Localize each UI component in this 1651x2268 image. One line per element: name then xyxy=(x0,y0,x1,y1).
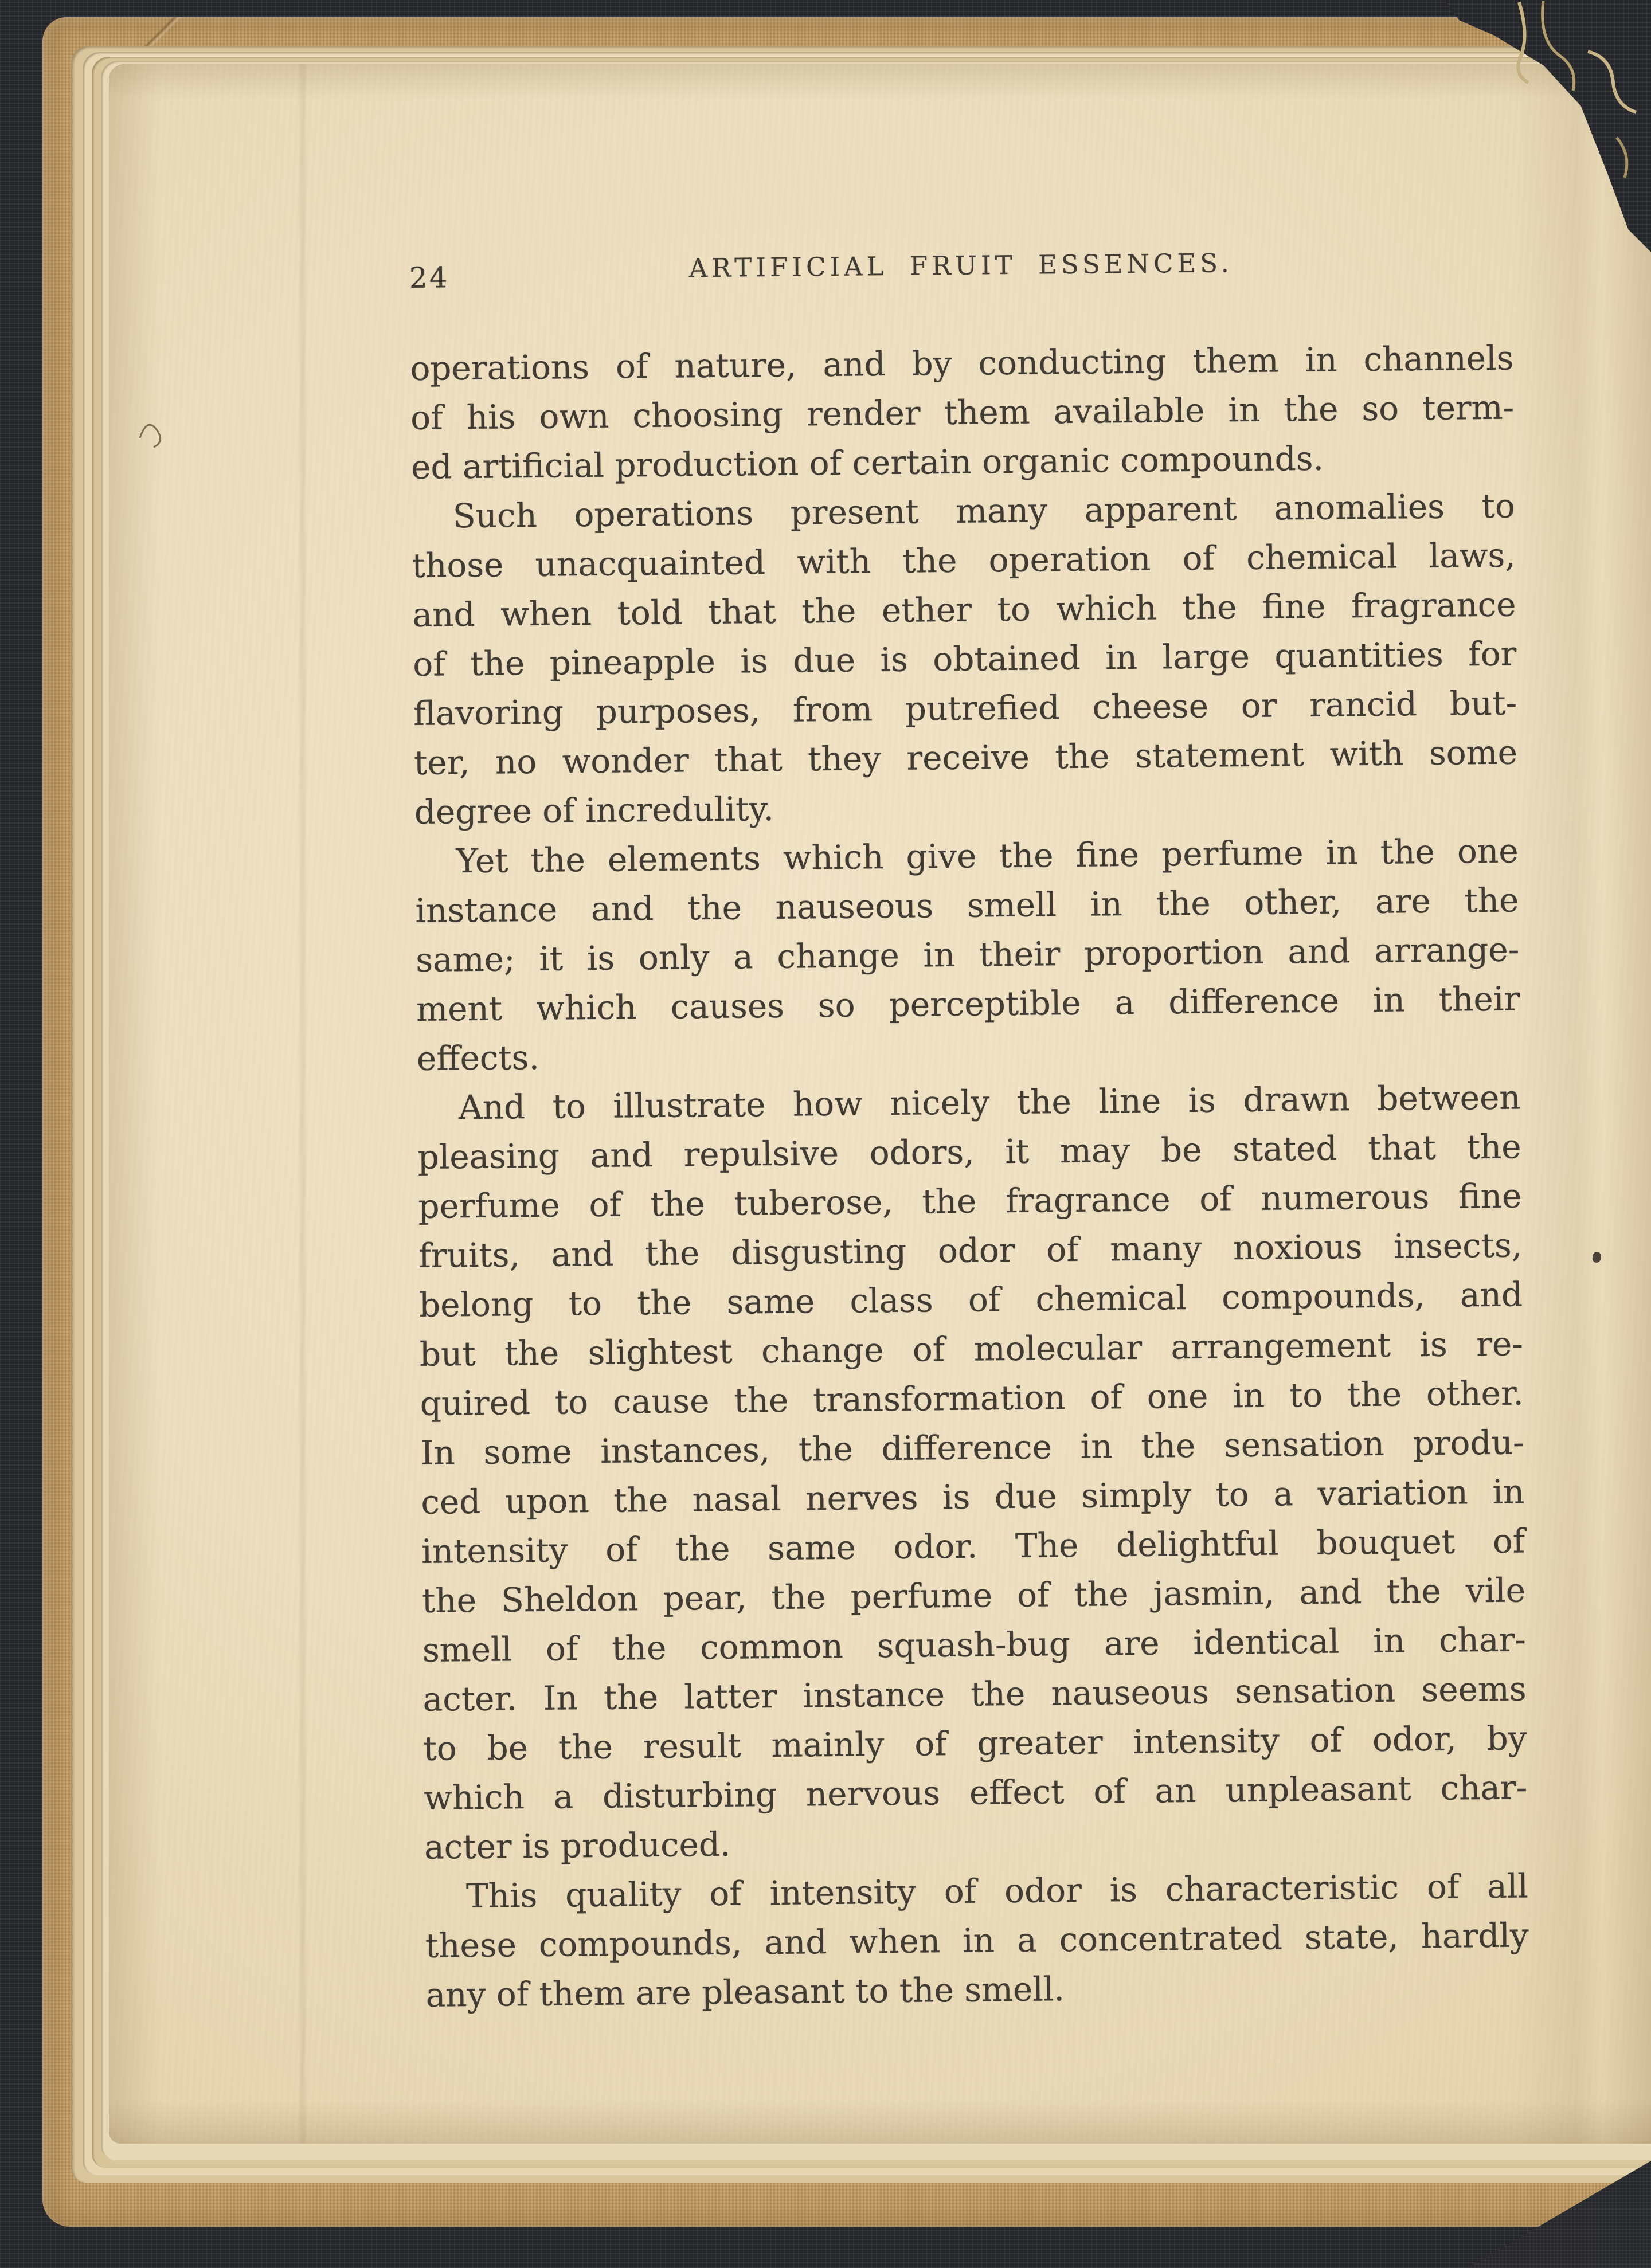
body-text xyxy=(410,334,1529,2020)
text-line: belong to the same class of chemical compounds, and xyxy=(418,1275,1523,1325)
text-line: operations of nature, and by conducting them in channels xyxy=(410,338,1514,388)
text-line: these compounds, and when in a concentrated state, hardly xyxy=(425,1916,1529,1965)
text-line: ced upon the nasal nerves is due simply to a variation in xyxy=(421,1472,1525,1522)
text-line: acter is produced. xyxy=(424,1824,731,1867)
text-line: flavoring purposes, from putrefied cheese or rancid but- xyxy=(413,683,1517,733)
text-line: Yet the elements which give the fine perfume in the one xyxy=(456,831,1519,881)
text-line: same; it is only a change in their proportion and arrange- xyxy=(415,930,1520,980)
text-line: to be the result mainly of greater intensity of odor, by xyxy=(423,1718,1527,1768)
text-line: instance and the nauseous smell in the other, are the xyxy=(415,880,1519,930)
text-line: the Sheldon pear, the perfume of the jasmin, and the vile xyxy=(421,1570,1526,1620)
text-line: which a disturbing nervous effect of an unpleasant char- xyxy=(424,1768,1528,1817)
running-header: ARTIFICIAL FRUIT ESSENCES. xyxy=(688,248,1234,284)
text-line: Such operations present many apparent anomalies to xyxy=(452,486,1516,536)
text-line: ment which causes so perceptible a difference in their xyxy=(416,979,1520,1029)
text-line: fruits, and the disgusting odor of many noxious insects, xyxy=(418,1225,1523,1275)
text-line: In some instances, the difference in the sensation produ- xyxy=(420,1423,1524,1472)
text-line: those unacquainted with the operation of chemical laws, xyxy=(412,535,1516,585)
text-line: pleasing and repulsive odors, it may be stated that the xyxy=(417,1127,1521,1177)
text-line: perfume of the tuberose, the fragrance of numerous fine xyxy=(418,1176,1522,1226)
text-line: of the pineapple is due is obtained in large quantities for xyxy=(413,634,1517,684)
text-line: of his own choosing render them available in the so term- xyxy=(410,387,1515,437)
text-line: degree of incredulity. xyxy=(414,789,774,832)
text-line: acter. In the latter instance the nauseous sensation seems xyxy=(422,1669,1527,1719)
text-line: intensity of the same odor. The delightful bouquet of xyxy=(421,1521,1525,1571)
text-line: any of them are pleasant to the smell. xyxy=(425,1969,1065,2015)
text-line: ed artificial production of certain organic compounds. xyxy=(410,438,1324,487)
text-line: quired to cause the transformation of one in to the other. xyxy=(420,1373,1524,1423)
text-line: This quality of intensity of odor is characteristic of all xyxy=(465,1866,1529,1916)
text-line: effects. xyxy=(416,1037,540,1078)
text-line: ter, no wonder that they receive the statement with some xyxy=(413,733,1518,782)
running-head-row xyxy=(409,245,1513,296)
text-line: smell of the common squash-bug are identical in char- xyxy=(422,1620,1527,1670)
text-line: And to illustrate how nicely the line is drawn between xyxy=(458,1078,1521,1127)
text-line: and when told that the ether to which the fine fragrance xyxy=(412,585,1516,634)
page-number: 24 xyxy=(409,261,449,295)
text-line: but the slightest change of molecular arrangement is re- xyxy=(419,1324,1524,1374)
